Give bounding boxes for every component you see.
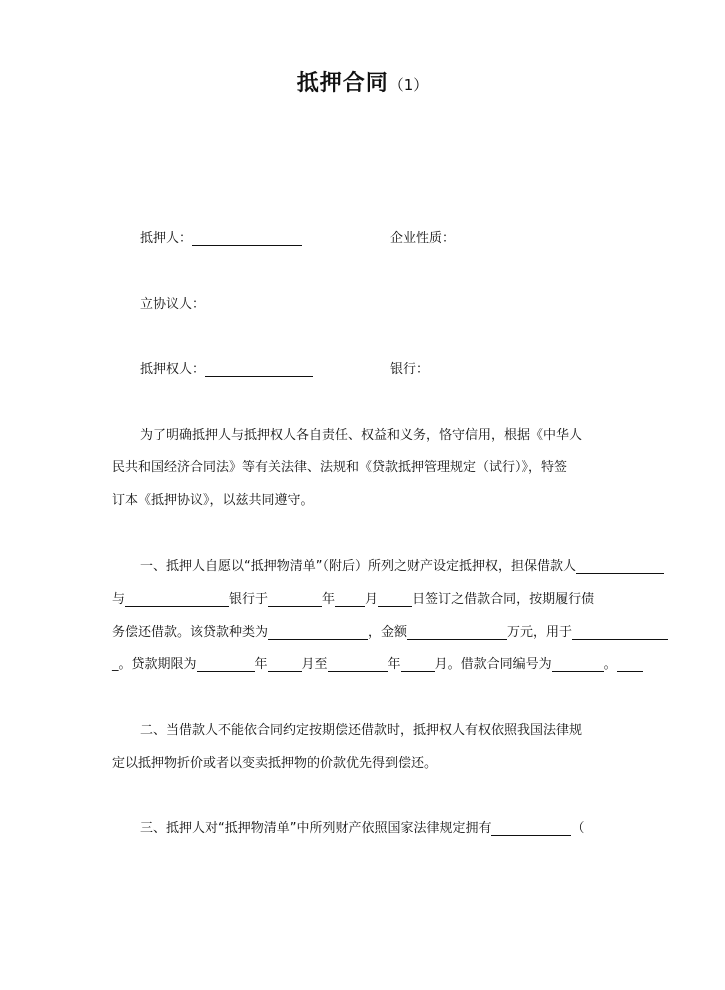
ownership-blank — [491, 822, 571, 836]
amount-blank — [407, 626, 507, 640]
clause1-line-1 — [140, 560, 664, 574]
bank-label: 银行： — [390, 362, 430, 377]
clause1-l3-a: 务偿还借款。该贷款种类为 — [112, 625, 269, 640]
clause1-l2-e: 日签订之借款合同，按期履行债 — [412, 592, 595, 607]
term-start-year-blank — [197, 658, 255, 672]
clause2-line-2: 定以抵押物折价或者以变卖抵押物的价款优先得到偿还。 — [112, 756, 438, 771]
clause1-line-3 — [112, 626, 668, 640]
borrower-blank — [576, 560, 664, 574]
clause1-l3-c: 万元，用于 — [507, 625, 573, 640]
clause2-line-1: 二、当借款人不能依合同约定按期偿还借款时，抵押权人有权依照我国法律规 — [140, 723, 583, 738]
clause1-line-4 — [112, 658, 643, 672]
loan-type-blank — [268, 626, 368, 640]
mortgagee-blank — [205, 363, 313, 377]
contract-month-blank — [335, 593, 365, 607]
mortgagor-row — [140, 232, 302, 246]
term-end-month-blank — [401, 658, 435, 672]
clause3-l1-a: 三、抵押人对“抵押物清单”中所列财产依照国家法律规定拥有 — [140, 821, 492, 836]
term-start-month-blank — [268, 658, 302, 672]
clause1-line-2 — [112, 593, 594, 607]
clause1-l4-d: 年 — [387, 657, 401, 672]
contract-number-tail-blank — [617, 658, 643, 672]
lender-blank — [125, 593, 229, 607]
mortgagee-row — [140, 363, 313, 377]
clause3-line-1 — [140, 822, 585, 836]
clause1-l4-b: 年 — [254, 657, 268, 672]
clause1-l2-b: 银行于 — [229, 592, 269, 607]
agreement-party-label: 立协议人： — [140, 297, 206, 312]
clause1-l2-a: 与 — [112, 592, 126, 607]
title-main: 抵押合同 — [296, 71, 389, 96]
document-title — [0, 66, 725, 97]
contract-day-blank — [378, 593, 412, 607]
purpose-blank — [572, 626, 668, 640]
term-end-year-blank — [328, 658, 388, 672]
title-number: （1） — [388, 76, 429, 94]
clause1-l1-text: 一、抵押人自愿以“抵押物清单”（附后）所列之财产设定抵押权，担保借款人 — [140, 559, 576, 574]
mortgagor-label: 抵押人： — [140, 231, 193, 246]
enterprise-label: 企业性质： — [390, 231, 456, 246]
contract-year-blank — [268, 593, 322, 607]
clause1-l3-b: ，金额 — [368, 625, 408, 640]
clause3-l1-b: （ — [571, 821, 585, 836]
clause1-l4-f: 。 — [603, 657, 617, 672]
contract-number-blank — [552, 658, 604, 672]
preamble-line-1: 为了明确抵押人与抵押权人各自责任、权益和义务，恪守信用，根据《中华人 — [140, 428, 583, 443]
clause1-l2-c: 年 — [322, 592, 336, 607]
clause1-l4-c: 月至 — [301, 657, 328, 672]
clause1-l2-d: 月 — [365, 592, 379, 607]
clause1-l4-a: _。贷款期限为 — [112, 657, 197, 672]
preamble-line-3: 订本《抵押协议》，以兹共同遵守。 — [112, 493, 314, 508]
clause1-l4-e: 月。借款合同编号为 — [434, 657, 552, 672]
mortgagee-label: 抵押权人： — [140, 362, 206, 377]
preamble-line-2: 民共和国经济合同法》等有关法律、法规和《贷款抵押管理规定（试行）》，特签 — [112, 460, 568, 475]
mortgagor-blank — [192, 232, 302, 246]
